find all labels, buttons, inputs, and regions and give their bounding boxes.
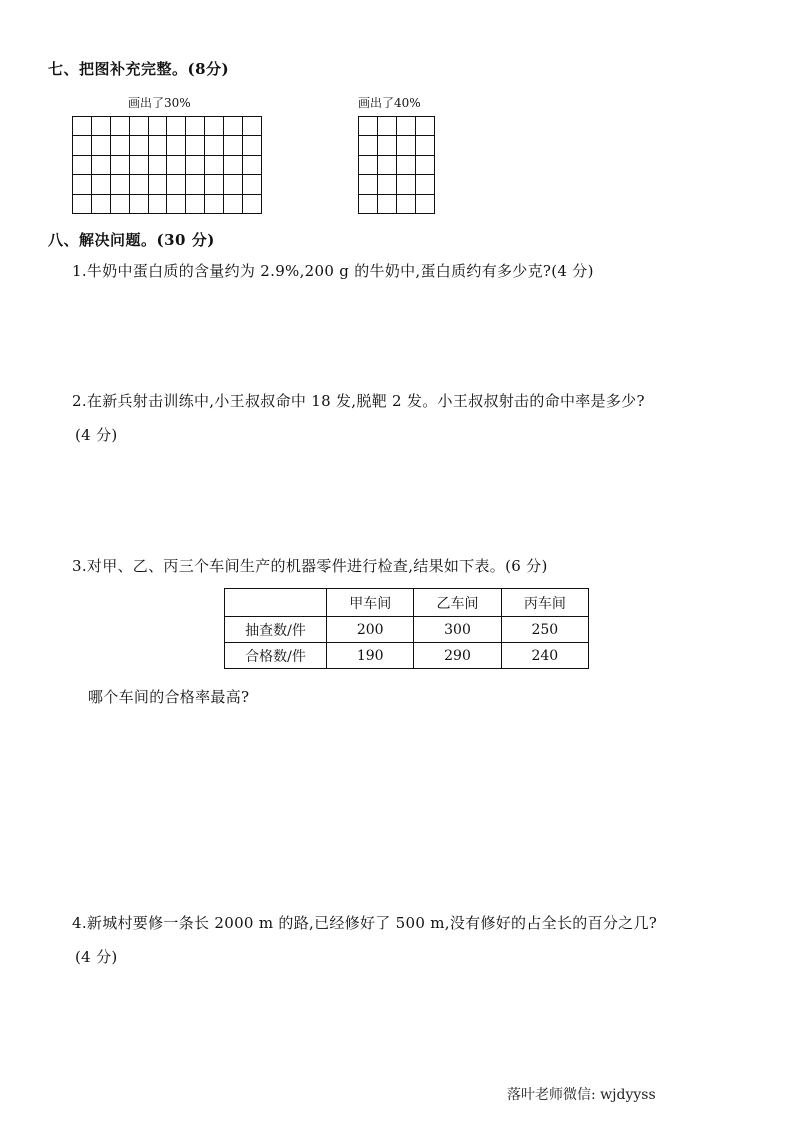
grid-1-caption: 画出了30% bbox=[128, 96, 191, 110]
question-1: 1.牛奶中蛋白质的含量约为 2.9%,200 g 的牛奶中,蛋白质约有多少克?(4 分) bbox=[72, 262, 594, 280]
question-3-sub: 哪个车间的合格率最高? bbox=[88, 688, 250, 706]
grid-2-40-percent bbox=[358, 116, 435, 214]
grid-cell bbox=[91, 136, 110, 155]
grid-cell bbox=[378, 194, 397, 213]
section-8-title: 八、解决问题。(30 分) bbox=[48, 231, 215, 249]
grid-cell bbox=[167, 175, 186, 194]
grid-cell bbox=[397, 136, 416, 155]
grid-cell bbox=[129, 117, 148, 136]
grid-cell bbox=[91, 155, 110, 174]
grid-row bbox=[73, 175, 262, 194]
grid-cell bbox=[167, 155, 186, 174]
grid-cell bbox=[378, 117, 397, 136]
table-cell: 200 bbox=[327, 617, 414, 643]
table-header-jia: 甲车间 bbox=[327, 589, 414, 617]
table-row bbox=[225, 617, 589, 643]
grid-cell bbox=[186, 194, 205, 213]
grid-2-caption: 画出了40% bbox=[358, 96, 421, 110]
table-cell: 240 bbox=[501, 643, 588, 669]
grid-cell bbox=[224, 155, 243, 174]
grid-cell bbox=[205, 194, 224, 213]
grid-cell bbox=[224, 175, 243, 194]
table-header-yi: 乙车间 bbox=[414, 589, 501, 617]
grid-cell bbox=[224, 136, 243, 155]
grid-cell bbox=[148, 194, 167, 213]
grid-cell bbox=[205, 117, 224, 136]
grid-cell bbox=[378, 155, 397, 174]
grid-cell bbox=[416, 136, 435, 155]
grid-row bbox=[73, 194, 262, 213]
grid-cell bbox=[73, 175, 92, 194]
grid-cell bbox=[167, 136, 186, 155]
grid-cell bbox=[397, 117, 416, 136]
grid-cell bbox=[129, 155, 148, 174]
grid-cell bbox=[110, 175, 129, 194]
grid-cell bbox=[243, 194, 262, 213]
grid-cell bbox=[167, 117, 186, 136]
grid-cell bbox=[186, 117, 205, 136]
grid-cell bbox=[186, 175, 205, 194]
watermark: 落叶老师微信: wjdyyss bbox=[507, 1087, 656, 1103]
grid-cell bbox=[378, 175, 397, 194]
table-header-corner bbox=[225, 589, 327, 617]
grid-cell bbox=[73, 155, 92, 174]
grid-cell bbox=[73, 117, 92, 136]
grid-cell bbox=[243, 117, 262, 136]
grid-cell bbox=[167, 194, 186, 213]
table-header-bing: 丙车间 bbox=[501, 589, 588, 617]
grid-cell bbox=[110, 194, 129, 213]
grid-cell bbox=[129, 194, 148, 213]
section-7-title: 七、把图补充完整。(8分) bbox=[48, 60, 230, 78]
grid-cell bbox=[148, 155, 167, 174]
grid-row bbox=[359, 117, 435, 136]
grid-cell bbox=[73, 194, 92, 213]
grid-cell bbox=[378, 136, 397, 155]
table-cell: 290 bbox=[414, 643, 501, 669]
grid-cell bbox=[359, 155, 378, 174]
table-cell: 300 bbox=[414, 617, 501, 643]
grid-row bbox=[359, 155, 435, 174]
grid-cell bbox=[91, 194, 110, 213]
grid-cell bbox=[359, 117, 378, 136]
grid-cell bbox=[416, 155, 435, 174]
grid-cell bbox=[243, 155, 262, 174]
grid-row bbox=[73, 136, 262, 155]
grid-row bbox=[359, 175, 435, 194]
table-cell: 190 bbox=[327, 643, 414, 669]
grid-cell bbox=[91, 175, 110, 194]
question-4-line-2: (4 分) bbox=[75, 948, 118, 966]
grid-cell bbox=[243, 136, 262, 155]
grid-row bbox=[359, 194, 435, 213]
table-cell: 250 bbox=[501, 617, 588, 643]
grid-cell bbox=[224, 117, 243, 136]
grid-cell bbox=[397, 194, 416, 213]
grid-cell bbox=[243, 175, 262, 194]
grid-cell bbox=[359, 194, 378, 213]
grid-row bbox=[359, 136, 435, 155]
grid-cell bbox=[416, 175, 435, 194]
table-row-label: 抽查数/件 bbox=[225, 617, 327, 643]
grid-row bbox=[73, 155, 262, 174]
grid-cell bbox=[416, 194, 435, 213]
grid-cell bbox=[205, 155, 224, 174]
grid-cell bbox=[186, 136, 205, 155]
grid-row bbox=[73, 117, 262, 136]
grid-cell bbox=[91, 117, 110, 136]
grid-cell bbox=[397, 175, 416, 194]
question-2-line-2: (4 分) bbox=[75, 426, 118, 444]
table-row bbox=[225, 643, 589, 669]
grid-cell bbox=[359, 175, 378, 194]
grid-cell bbox=[148, 136, 167, 155]
question-4-line-1: 4.新城村要修一条长 2000 m 的路,已经修好了 500 m,没有修好的占全长的百分之几? bbox=[72, 914, 658, 932]
grid-cell bbox=[205, 136, 224, 155]
grid-cell bbox=[129, 175, 148, 194]
grid-cell bbox=[148, 117, 167, 136]
grid-cell bbox=[205, 175, 224, 194]
question-2-line-1: 2.在新兵射击训练中,小王叔叔命中 18 发,脱靶 2 发。小王叔叔射击的命中率是多少? bbox=[72, 392, 645, 410]
grid-cell bbox=[186, 155, 205, 174]
grid-cell bbox=[148, 175, 167, 194]
grid-cell bbox=[110, 136, 129, 155]
table-row-label: 合格数/件 bbox=[225, 643, 327, 669]
question-3: 3.对甲、乙、丙三个车间生产的机器零件进行检查,结果如下表。(6 分) bbox=[72, 557, 548, 575]
grid-cell bbox=[397, 155, 416, 174]
inspection-table bbox=[224, 588, 589, 669]
grid-cell bbox=[73, 136, 92, 155]
grid-cell bbox=[129, 136, 148, 155]
grid-cell bbox=[224, 194, 243, 213]
grid-cell bbox=[110, 155, 129, 174]
grid-cell bbox=[359, 136, 378, 155]
grid-cell bbox=[110, 117, 129, 136]
table-header-row bbox=[225, 589, 589, 617]
grid-1-30-percent bbox=[72, 116, 262, 214]
grid-cell bbox=[416, 117, 435, 136]
